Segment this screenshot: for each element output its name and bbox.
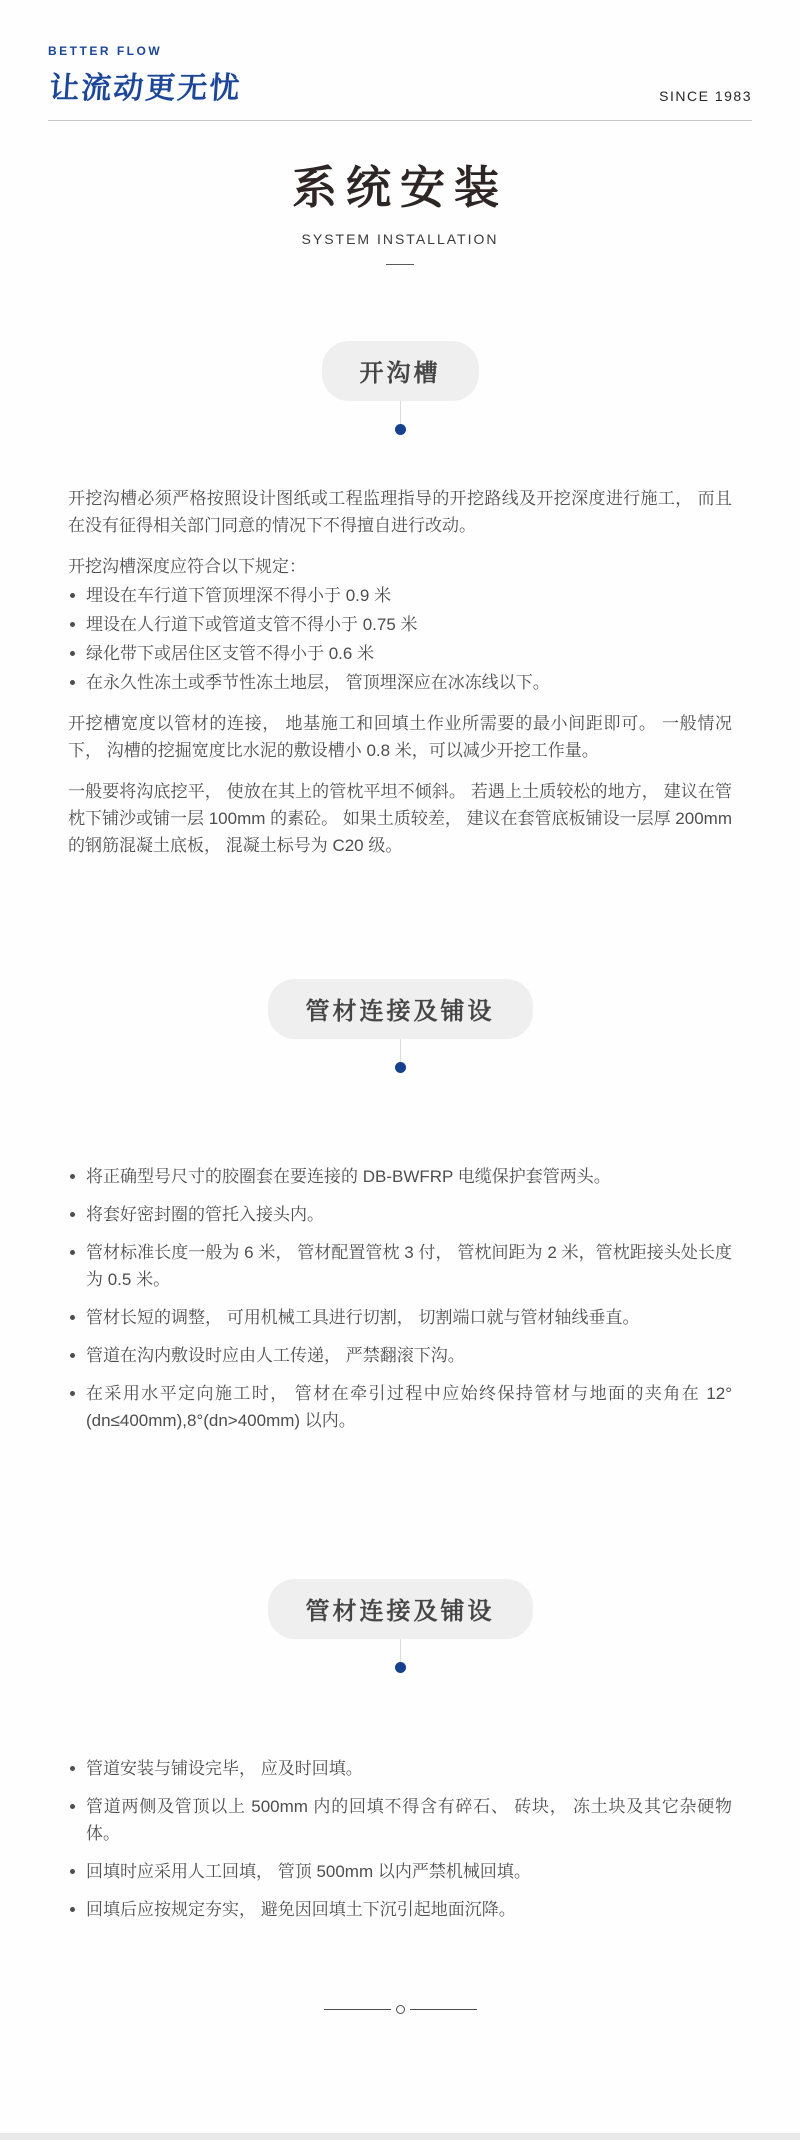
paragraph: 开挖槽宽度以管材的连接， 地基施工和回填土作业所需要的最小间距即可。 一般情况下， 沟槽的挖掘宽度比水泥的敷设槽小 0.8 米，可以减少开挖工作量。 [68,714,732,760]
paragraph: 一般要将沟底挖平， 使放在其上的管枕平坦不倾斜。 若遇上土质较松的地方， 建议在管枕下铺沙或铺一层 100mm 的素砼。 如果土质较差， 建议在套管底板铺设一层厚 200mm 的钢筋混凝土底板， 混凝土标号为 C20 级。 [68,782,732,855]
list-item: 在采用水平定向施工时， 管材在牵引过程中应始终保持管材与地面的夹角在 12°(dn≤400mm),8°(dn>400mm) 以内。 [68,1380,732,1434]
bottom-strip [0,2133,800,2140]
list-item: 回填后应按规定夯实， 避免因回填土下沉引起地面沉降。 [68,1896,732,1923]
footer-ring-icon [396,2005,405,2014]
list-item: 将正确型号尺寸的胶圈套在要连接的 DB-BWFRP 电缆保护套管两头。 [68,1163,732,1190]
section-pipe-laying [0,979,800,1434]
list-item: 埋设在车行道下管顶埋深不得小于 0.9 米 [68,582,732,609]
list-item: 管材长短的调整， 可用机械工具进行切割， 切割端口就与管材轴线垂直。 [68,1304,732,1331]
section-badge: 管材连接及铺设 [268,979,533,1039]
list-item: 管材标准长度一般为 6 米， 管材配置管枕 3 付， 管枕间距为 2 米，管枕距接头处长度为 0.5 米。 [68,1239,732,1293]
brand-logotype: 让流动更无忧 [48,72,243,105]
list-item: 管道安装与铺设完毕， 应及时回填。 [68,1755,732,1782]
section-head [0,341,800,435]
list-item: 在永久性冻土或季节性冻土地层， 管顶埋深应在冰冻线以下。 [68,669,732,696]
brand-logo [48,44,243,107]
footer-line-left [324,2009,391,2010]
list-item: 管道两侧及管顶以上 500mm 内的回填不得含有碎石、 砖块， 冻土块及其它杂硬物体。 [68,1793,732,1847]
connector-dot [395,424,406,435]
paragraph: 开挖沟槽必须严格按照设计图纸或工程监理指导的开挖路线及开挖深度进行施工， 而且在没有征得相关部门同意的情况下不得擅自进行改动。 [68,489,732,535]
connector-dot [395,1062,406,1073]
page-subtitle: SYSTEM INSTALLATION [301,231,499,247]
section-backfill [0,1579,800,1923]
footer-ornament [0,2005,800,2014]
bullet-list [68,1163,732,1434]
rules-list [68,582,732,696]
page-title: 系统安装 [291,162,508,213]
connector-line [400,401,401,424]
list-item: 埋设在人行道下或管道支管不得小于 0.75 米 [68,611,732,638]
list-item: 管道在沟内敷设时应由人工传递， 严禁翻滚下沟。 [68,1342,732,1369]
bullet-list [68,1755,732,1923]
brand-tagline: BETTER FLOW [48,44,163,58]
rules-heading: 开挖沟槽深度应符合以下规定： [68,557,306,576]
header-divider [48,120,752,121]
list-item: 回填时应采用人工回填， 管顶 500mm 以内严禁机械回填。 [68,1858,732,1885]
footer-line-right [410,2009,477,2010]
header [0,0,800,121]
section-content [0,485,800,859]
section-trenching [0,341,800,859]
title-block [0,151,800,265]
section-content [0,1755,800,1923]
list-item: 将套好密封圈的管托入接头内。 [68,1201,732,1228]
section-head [0,979,800,1073]
header-top [48,44,752,107]
title-divider [386,264,414,265]
connector-dot [395,1662,406,1673]
section-content [0,1163,800,1434]
list-item: 绿化带下或居住区支管不得小于 0.6 米 [68,640,732,667]
since-label: SINCE 1983 [659,88,752,104]
connector-line [400,1639,401,1662]
section-badge: 开沟槽 [322,341,479,401]
connector-line [400,1039,401,1062]
section-head [0,1579,800,1673]
section-badge: 管材连接及铺设 [268,1579,533,1639]
